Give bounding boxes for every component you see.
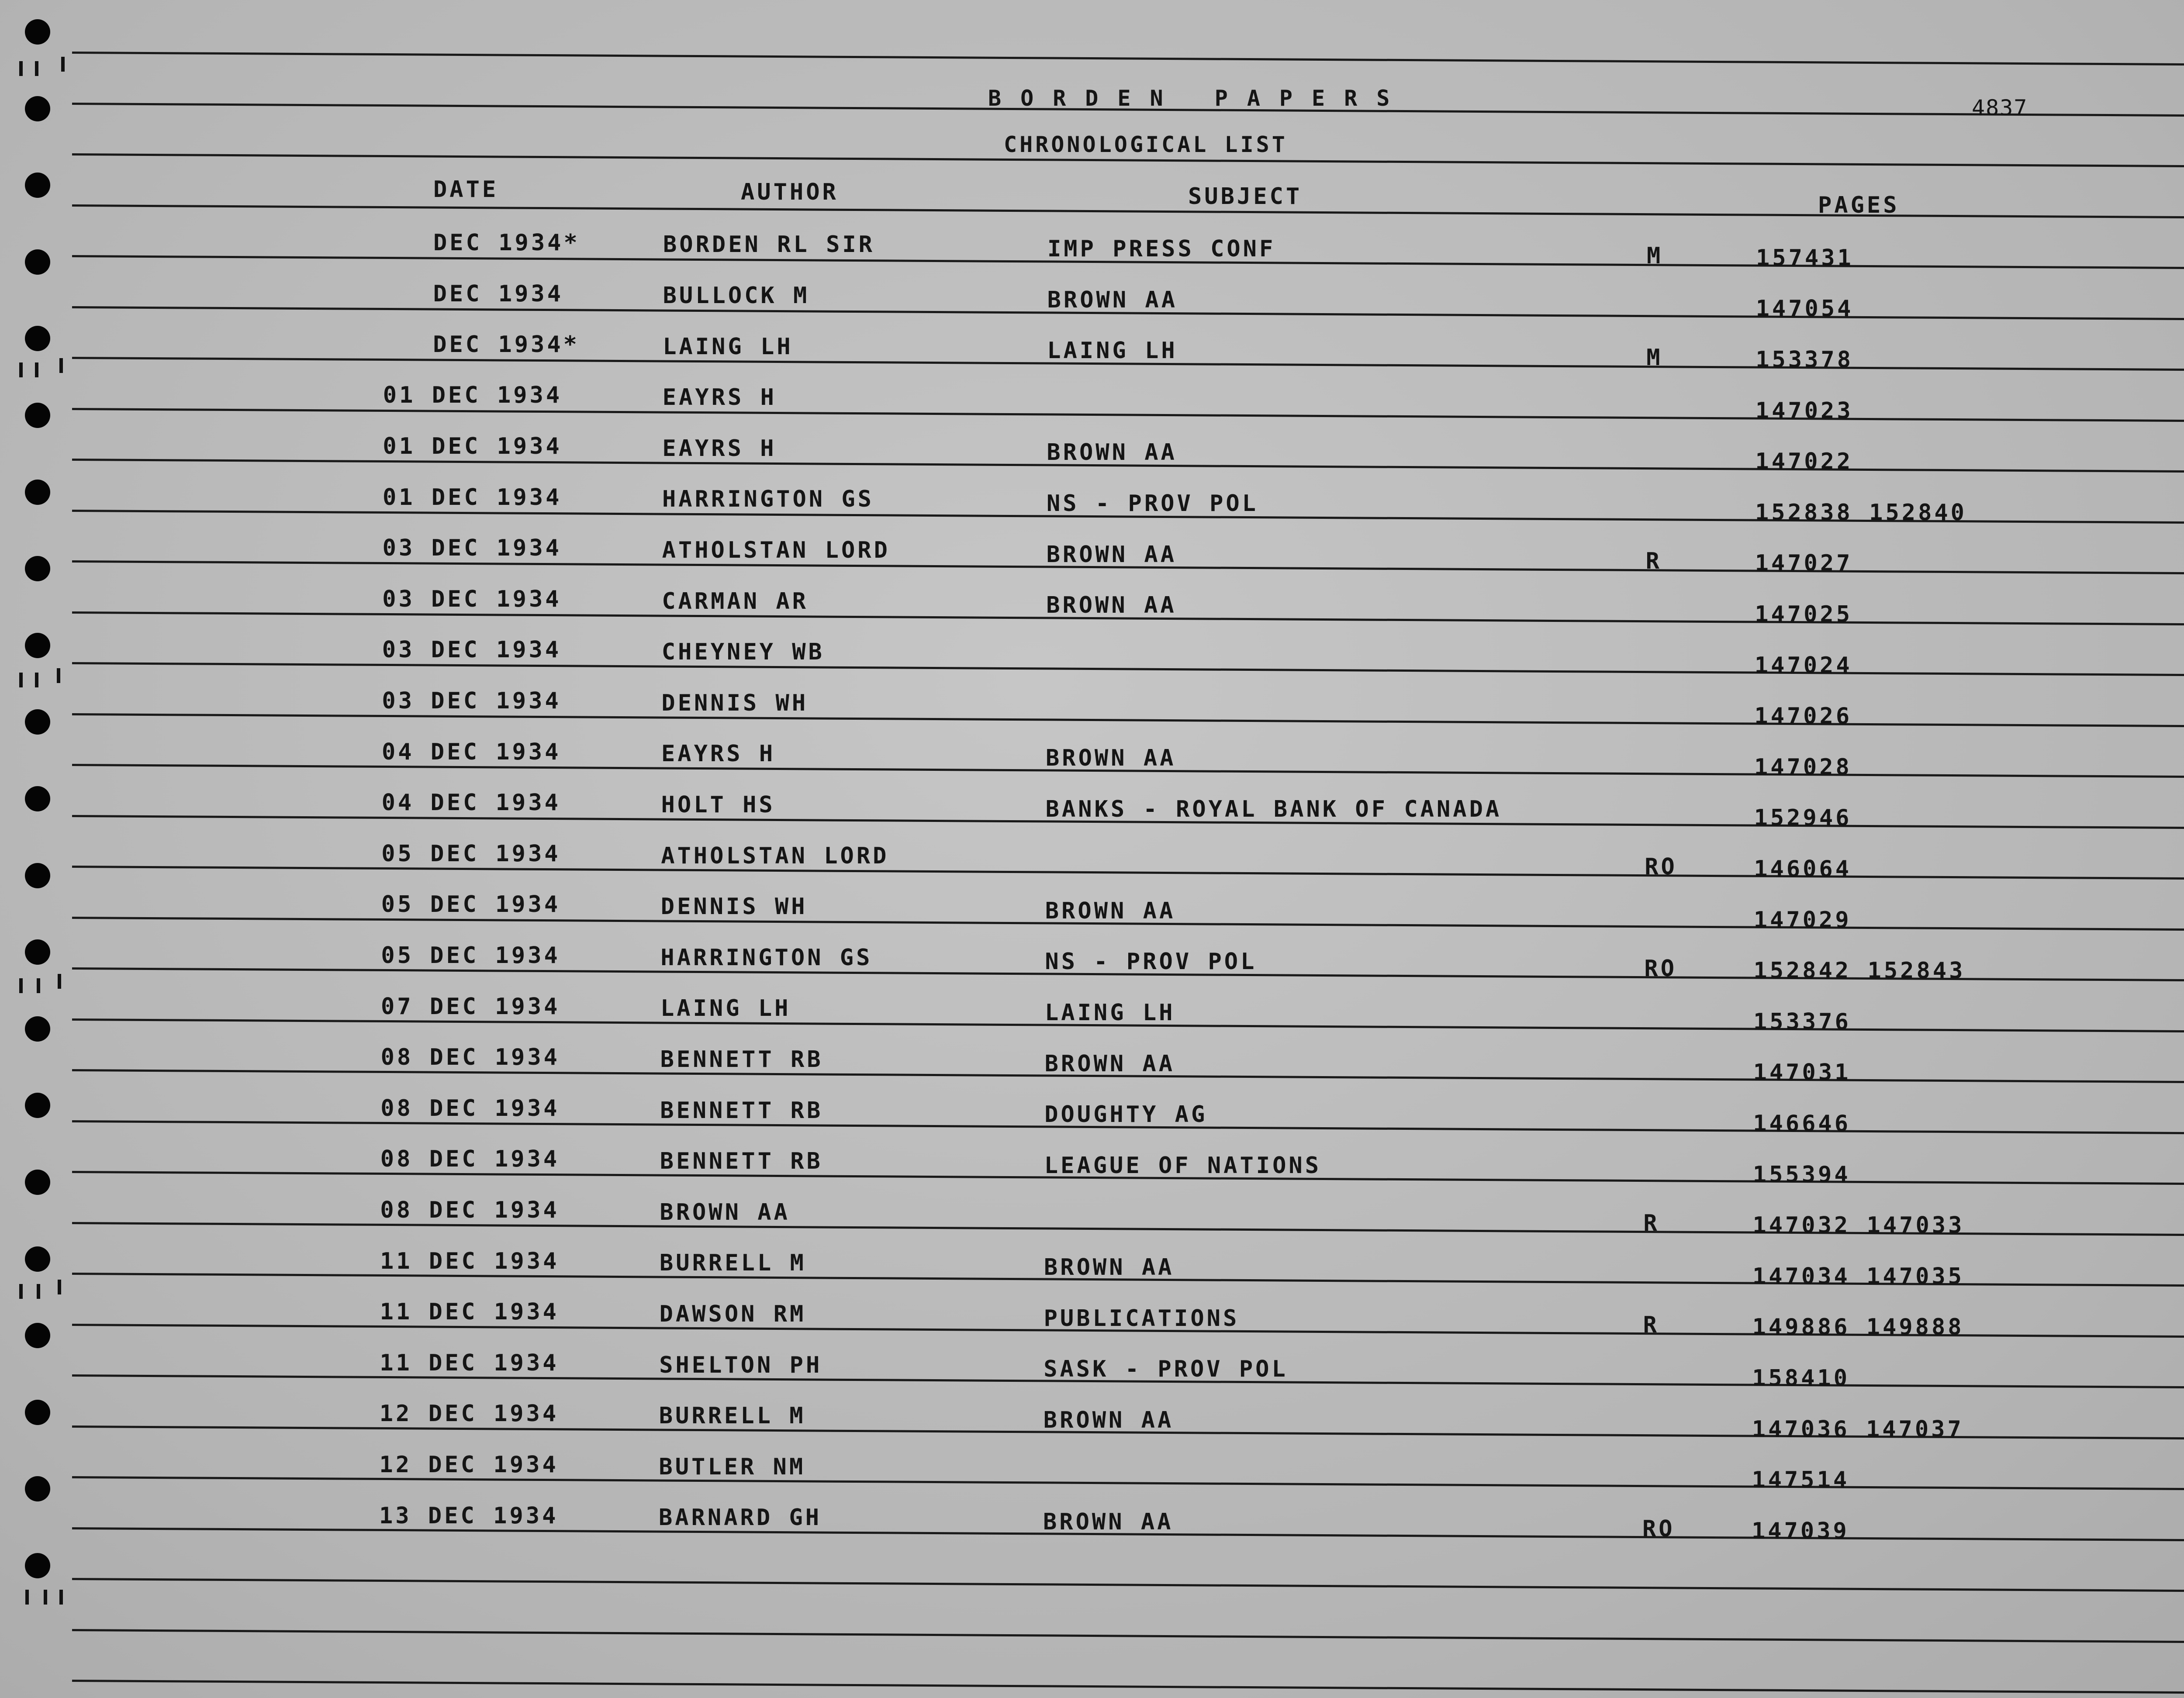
row-author: EAYRS H: [661, 741, 776, 767]
row-subject: NS - PROV POL: [1045, 949, 1257, 975]
row-subject: NS - PROV POL: [1047, 490, 1258, 517]
row-subject: BROWN AA: [1045, 897, 1176, 924]
feed-hole: [25, 326, 50, 351]
row-author: BURRELL M: [660, 1250, 806, 1277]
row-pages: 147034 147035: [1752, 1263, 1964, 1290]
ruled-line: [72, 866, 2184, 880]
row-subject: BROWN AA: [1043, 1407, 1174, 1433]
row-subject: BROWN AA: [1047, 439, 1177, 466]
feed-hole: [25, 173, 50, 198]
row-subject: BROWN AA: [1046, 745, 1176, 772]
perforation-tick: [25, 1590, 29, 1605]
row-pages: 147032 147033: [1752, 1212, 1965, 1239]
row-author: BENNETT RB: [660, 1097, 823, 1124]
perforation-tick: [57, 668, 60, 683]
row-subject: LEAGUE OF NATIONS: [1044, 1152, 1322, 1179]
row-date: 11 DEC 1934: [380, 1248, 560, 1274]
row-subject: BROWN AA: [1043, 1509, 1174, 1536]
perforation-tick: [61, 57, 65, 72]
row-pages: 147026: [1754, 703, 1852, 730]
ruled-line: [72, 1476, 2184, 1491]
row-code: M: [1646, 345, 1663, 371]
row-code: M: [1647, 242, 1663, 269]
perforation-tick: [58, 1280, 61, 1294]
feed-hole: [25, 633, 50, 658]
row-date: 08 DEC 1934: [380, 1044, 560, 1071]
perforation-tick: [37, 1284, 40, 1299]
row-pages: 147054: [1755, 296, 1854, 322]
feed-hole: [25, 1553, 50, 1578]
ruled-line: [72, 1629, 2184, 1643]
row-date: DEC 1934: [433, 280, 564, 307]
row-date: 11 DEC 1934: [380, 1299, 559, 1325]
column-header-subject: SUBJECT: [1188, 183, 1303, 210]
row-subject: BROWN AA: [1046, 541, 1177, 568]
row-author: HARRINGTON GS: [662, 486, 874, 513]
ruled-line: [72, 662, 2184, 676]
row-author: CARMAN AR: [662, 588, 809, 614]
row-date: 01 DEC 1934: [383, 433, 562, 460]
row-pages: 152946: [1754, 805, 1852, 832]
row-pages: 157431: [1756, 245, 1854, 271]
row-author: BURRELL M: [659, 1403, 806, 1429]
row-date: 11 DEC 1934: [380, 1349, 559, 1376]
document-subtitle: CHRONOLOGICAL LIST: [1004, 132, 1288, 157]
feed-hole: [25, 1476, 50, 1501]
row-author: LAING LH: [663, 333, 793, 360]
row-date: 08 DEC 1934: [380, 1095, 560, 1122]
row-subject: IMP PRESS CONF: [1047, 236, 1276, 262]
row-author: LAING LH: [660, 995, 791, 1022]
ruled-line: [72, 713, 2184, 728]
row-date: 07 DEC 1934: [381, 993, 560, 1020]
feed-hole: [25, 1170, 50, 1195]
feed-hole: [25, 1323, 50, 1348]
row-date: 05 DEC 1934: [381, 891, 561, 918]
row-subject: BROWN AA: [1044, 1254, 1175, 1281]
row-pages: 146646: [1753, 1111, 1851, 1137]
row-subject: BROWN AA: [1044, 1050, 1175, 1077]
feed-hole: [25, 939, 50, 965]
row-pages: 147025: [1755, 601, 1853, 628]
ruled-line: [72, 52, 2184, 66]
row-subject: BROWN AA: [1046, 592, 1177, 619]
perforation-tick: [35, 362, 38, 377]
row-subject: PUBLICATIONS: [1044, 1305, 1240, 1332]
row-date: 05 DEC 1934: [381, 942, 560, 969]
feed-hole: [25, 786, 50, 811]
row-author: HOLT HS: [661, 791, 775, 818]
row-pages: 153376: [1753, 1008, 1851, 1035]
perforation-tick: [58, 974, 61, 989]
row-date: 08 DEC 1934: [380, 1197, 560, 1224]
row-subject: BROWN AA: [1047, 286, 1178, 313]
row-pages: 153378: [1755, 347, 1854, 373]
row-date: 01 DEC 1934: [383, 382, 563, 409]
row-subject: LAING LH: [1045, 1000, 1175, 1026]
row-author: ATHOLSTAN LORD: [661, 842, 889, 869]
row-author: BUTLER NM: [659, 1453, 806, 1480]
document-title: BORDEN PAPERS: [988, 86, 1409, 111]
perforation-tick: [59, 358, 63, 373]
row-date: 12 DEC 1934: [379, 1401, 559, 1427]
row-pages: 147029: [1753, 907, 1852, 933]
feed-hole: [25, 249, 50, 275]
row-author: BENNETT RB: [660, 1148, 823, 1175]
row-date: 03 DEC 1934: [382, 586, 562, 612]
row-author: DAWSON RM: [659, 1301, 806, 1327]
row-date: 12 DEC 1934: [379, 1452, 559, 1478]
perforation-tick: [35, 61, 38, 76]
row-author: BENNETT RB: [660, 1046, 823, 1073]
row-author: EAYRS H: [662, 384, 777, 411]
feed-hole: [25, 403, 50, 428]
row-date: 03 DEC 1934: [382, 688, 561, 714]
row-code: RO: [1642, 1515, 1675, 1542]
page-number: 4837: [1972, 95, 2028, 121]
row-date: 03 DEC 1934: [382, 535, 562, 562]
row-pages: 146064: [1754, 856, 1852, 883]
ruled-line: [72, 1680, 2184, 1694]
row-subject: LAING LH: [1047, 338, 1178, 364]
perforation-tick: [59, 1590, 63, 1605]
row-author: BULLOCK M: [663, 282, 810, 309]
perforation-tick: [19, 673, 23, 687]
row-date: 05 DEC 1934: [381, 840, 561, 867]
row-author: BARNARD GH: [659, 1505, 822, 1531]
ruled-line: [72, 408, 2184, 422]
perforation-tick: [19, 1284, 23, 1299]
row-author: DENNIS WH: [660, 894, 808, 920]
row-date: 03 DEC 1934: [382, 637, 562, 663]
row-pages: 147023: [1755, 397, 1853, 424]
row-pages: 147022: [1755, 449, 1853, 475]
perforation-tick: [35, 673, 38, 687]
row-date: 04 DEC 1934: [381, 790, 561, 816]
row-pages: 149886 149888: [1752, 1314, 1964, 1341]
feed-hole: [25, 709, 50, 735]
row-pages: 152842 152843: [1753, 958, 1966, 984]
feed-hole: [25, 1093, 50, 1118]
feed-hole: [25, 556, 50, 581]
row-code: RO: [1644, 956, 1677, 982]
row-pages: 158410: [1752, 1365, 1850, 1392]
row-date: 13 DEC 1934: [379, 1502, 559, 1529]
column-header-pages: PAGES: [1818, 192, 1900, 218]
row-pages: 147027: [1755, 550, 1853, 577]
row-pages: 147514: [1752, 1467, 1850, 1494]
row-pages: 147024: [1754, 652, 1852, 679]
row-author: DENNIS WH: [661, 690, 809, 716]
row-author: SHELTON PH: [659, 1352, 822, 1378]
feed-hole: [25, 1016, 50, 1042]
row-date: 01 DEC 1934: [383, 484, 562, 511]
row-date: 08 DEC 1934: [380, 1146, 560, 1173]
row-code: R: [1645, 548, 1662, 575]
feed-hole: [25, 96, 50, 121]
perforation-tick: [19, 362, 23, 377]
feed-hole: [25, 1400, 50, 1425]
perforation-tick: [19, 61, 23, 76]
column-header-date: DATE: [433, 176, 499, 203]
row-pages: 152838 152840: [1755, 499, 1967, 526]
row-author: ATHOLSTAN LORD: [662, 537, 890, 563]
row-subject: DOUGHTY AG: [1044, 1101, 1208, 1128]
row-author: BORDEN RL SIR: [663, 231, 875, 258]
row-date: 04 DEC 1934: [382, 739, 561, 765]
row-author: BROWN AA: [660, 1199, 790, 1225]
row-pages: 147031: [1753, 1060, 1851, 1086]
feed-hole: [25, 1246, 50, 1272]
row-code: R: [1643, 1210, 1660, 1237]
feed-hole: [25, 19, 50, 45]
row-date: DEC 1934*: [433, 230, 580, 256]
feed-hole: [25, 863, 50, 888]
perforation-tick: [19, 978, 23, 993]
row-code: RO: [1645, 854, 1677, 880]
perforation-tick: [44, 1590, 47, 1605]
row-pages: 147028: [1754, 754, 1852, 780]
row-pages: 147039: [1752, 1518, 1849, 1544]
row-author: EAYRS H: [662, 435, 777, 462]
row-code: R: [1643, 1312, 1659, 1339]
row-subject: BANKS - ROYAL BANK OF CANADA: [1045, 796, 1502, 822]
feed-hole: [25, 480, 50, 505]
row-pages: 147036 147037: [1752, 1416, 1964, 1443]
row-author: CHEYNEY WB: [661, 639, 825, 666]
row-subject: SASK - PROV POL: [1044, 1356, 1288, 1383]
perforation-tick: [37, 978, 40, 993]
row-date: DEC 1934*: [433, 331, 580, 358]
ruled-line: [72, 1578, 2184, 1592]
row-pages: 155394: [1752, 1161, 1851, 1188]
column-header-author: AUTHOR: [741, 179, 839, 205]
row-author: HARRINGTON GS: [660, 944, 873, 971]
